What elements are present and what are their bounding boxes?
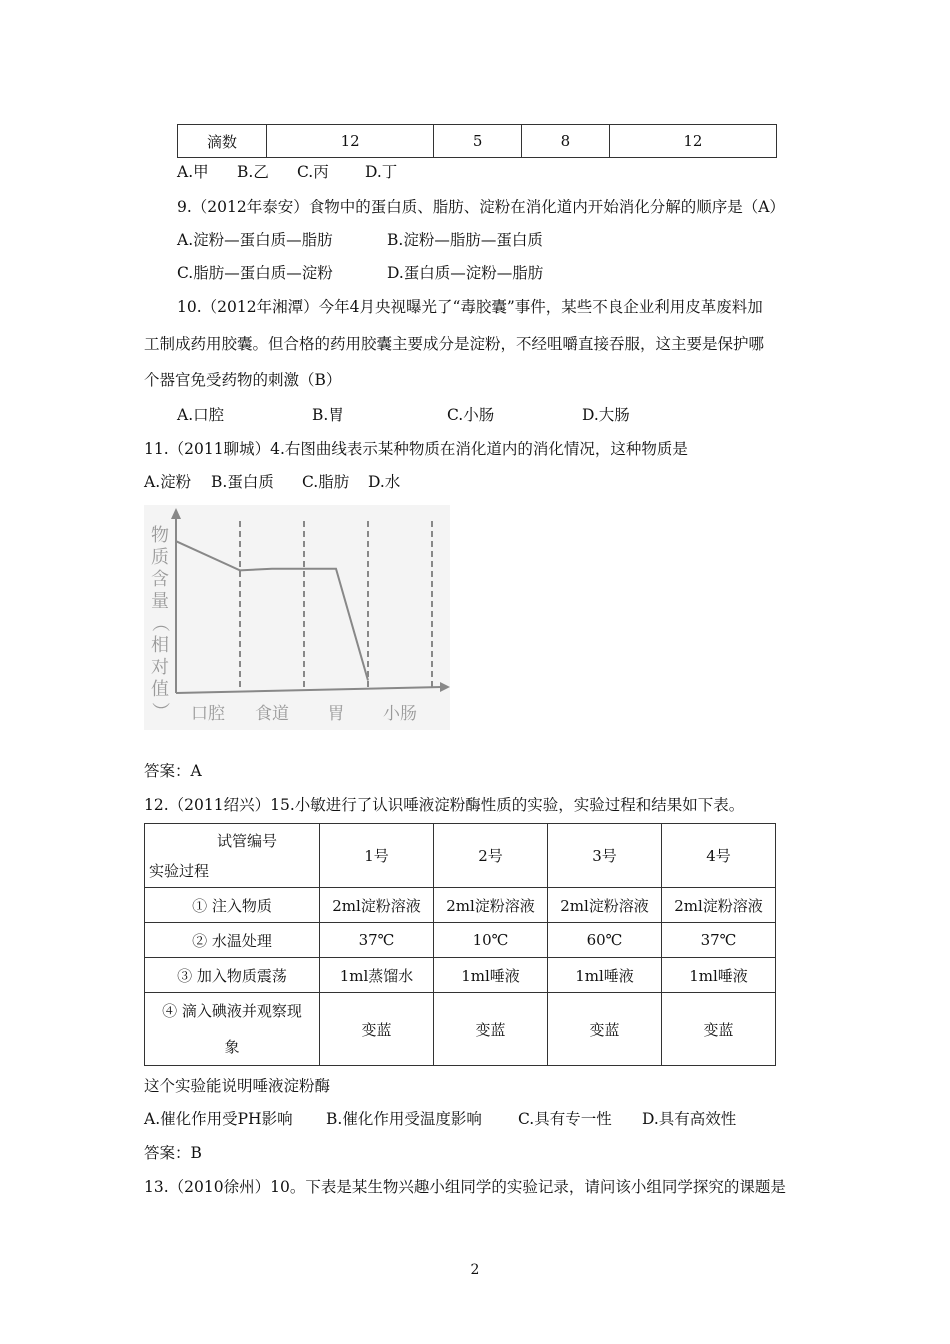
- option: B.淀粉—脂肪—蛋白质: [387, 231, 543, 249]
- option: A.甲: [177, 163, 209, 181]
- option: A.淀粉: [144, 473, 192, 491]
- q12-answer: 答案：B: [144, 1144, 202, 1162]
- series-line: [176, 541, 368, 680]
- q10-line2: 工制成药用胶囊。但合格的药用胶囊主要成分是淀粉，不经咀嚼直接吞服，这主要是保护哪: [144, 335, 765, 353]
- option: B.催化作用受温度影响: [326, 1110, 482, 1128]
- option: B.蛋白质: [211, 473, 274, 491]
- table-cell: 变蓝: [662, 993, 776, 1066]
- table-row: [145, 824, 776, 888]
- table-row: [178, 125, 777, 158]
- row-label: ④ 滴入碘液并观察现象: [145, 993, 320, 1066]
- column-header: 2号: [434, 824, 548, 888]
- table-cell: 1ml蒸馏水: [320, 958, 434, 993]
- option: D.蛋白质—淀粉—脂肪: [387, 264, 544, 282]
- x-axis: [176, 687, 442, 693]
- digestion-chart: [144, 505, 450, 730]
- table-cell: 60℃: [548, 923, 662, 958]
- q8-options: [177, 161, 397, 183]
- q10-line3: 个器官免受药物的刺激（B）: [144, 371, 342, 389]
- q11-stem: 11.（2011聊城）4.右图曲线表示某种物质在消化道内的消化情况，这种物质是: [144, 440, 688, 458]
- table-cell: 5: [434, 125, 522, 158]
- q9-options-row1: [177, 229, 543, 251]
- option: C.脂肪: [302, 473, 350, 491]
- y-label-char: 值: [151, 679, 169, 700]
- y-label-char: 含: [151, 569, 169, 590]
- option: B.乙: [237, 163, 269, 181]
- drops-table: [177, 124, 777, 158]
- q12-conclusion: 这个实验能说明唾液淀粉酶: [144, 1077, 331, 1095]
- table-cell: 2ml淀粉溶液: [662, 888, 776, 923]
- page-number: 2: [470, 1262, 480, 1278]
- option: C.具有专一性: [518, 1110, 612, 1128]
- table-cell: 2ml淀粉溶液: [434, 888, 548, 923]
- y-label-char: 量: [151, 591, 169, 612]
- q13-stem: 13.（2010徐州）10。下表是某生物兴趣小组同学的实验记录，请问该小组同学探究的课题是: [144, 1178, 786, 1196]
- table-row: [145, 923, 776, 958]
- table-cell: 37℃: [662, 923, 776, 958]
- table-row: [145, 993, 776, 1066]
- row-label: 滴数: [178, 125, 267, 158]
- table-cell: 12: [609, 125, 776, 158]
- x-tick-label: 食道: [255, 704, 289, 724]
- q10-options: [177, 404, 630, 426]
- x-tick-label: 胃: [327, 704, 345, 724]
- table-cell: 2ml淀粉溶液: [548, 888, 662, 923]
- table-cell: 12: [267, 125, 434, 158]
- option: D.丁: [365, 163, 398, 181]
- option: C.小肠: [447, 406, 495, 424]
- table-cell: 1ml唾液: [548, 958, 662, 993]
- row-label: ③ 加入物质震荡: [145, 958, 320, 993]
- table-row: [145, 888, 776, 923]
- option: A.催化作用受PH影响: [144, 1110, 293, 1128]
- y-label-char: 物: [151, 525, 169, 546]
- header-cell: [145, 824, 320, 888]
- table-cell: 1ml唾液: [434, 958, 548, 993]
- q10-line1: 10.（2012年湘潭）今年4月央视曝光了“毒胶囊”事件，某些不良企业利用皮革废料加: [177, 298, 763, 316]
- column-header: 1号: [320, 824, 434, 888]
- x-tick-label: 口腔: [191, 704, 225, 724]
- option: D.具有高效性: [642, 1110, 737, 1128]
- option: C.脂肪—蛋白质—淀粉: [177, 264, 333, 282]
- option: A.淀粉—蛋白质—脂肪: [177, 231, 333, 249]
- option: A.口腔: [177, 406, 225, 424]
- option: C.丙: [297, 163, 329, 181]
- y-label-char: 对: [151, 657, 169, 678]
- y-label-char: ）: [149, 702, 170, 720]
- q12-options: [144, 1108, 736, 1130]
- table-cell: 8: [521, 125, 609, 158]
- y-label-char: （: [149, 614, 170, 632]
- option: B.胃: [312, 406, 344, 424]
- row-label: ② 水温处理: [145, 923, 320, 958]
- option: D.大肠: [582, 406, 630, 424]
- table-cell: 变蓝: [434, 993, 548, 1066]
- column-header: 3号: [548, 824, 662, 888]
- y-axis-label: [149, 525, 170, 720]
- option: D.水: [368, 473, 401, 491]
- x-axis-arrow: [440, 682, 450, 692]
- table-cell: 10℃: [434, 923, 548, 958]
- q12-stem: 12.（2011绍兴）15.小敏进行了认识唾液淀粉酶性质的实验，实验过程和结果如下表。: [144, 796, 745, 814]
- y-label-char: 质: [151, 547, 169, 568]
- table-cell: 变蓝: [320, 993, 434, 1066]
- column-header: 4号: [662, 824, 776, 888]
- chart-svg: [144, 505, 450, 730]
- experiment-table: [144, 823, 776, 1066]
- y-axis-arrow: [171, 508, 181, 519]
- q9-stem: 9.（2012年泰安）食物中的蛋白质、脂肪、淀粉在消化道内开始消化分解的顺序是（A）: [177, 198, 785, 216]
- table-cell: 变蓝: [548, 993, 662, 1066]
- q11-options: [144, 471, 400, 493]
- y-label-char: 相: [151, 635, 169, 656]
- region-dividers: [240, 521, 432, 689]
- header-bottom: 实验过程: [149, 861, 210, 880]
- x-tick-label: 小肠: [383, 704, 417, 724]
- table-cell: 37℃: [320, 923, 434, 958]
- q9-options-row2: [177, 262, 543, 284]
- row-label: ① 注入物质: [145, 888, 320, 923]
- table-cell: 2ml淀粉溶液: [320, 888, 434, 923]
- q11-answer: 答案：A: [144, 762, 202, 780]
- x-tick-labels: [191, 704, 417, 724]
- table-cell: 1ml唾液: [662, 958, 776, 993]
- table-row: [145, 958, 776, 993]
- header-top: 试管编号: [216, 831, 277, 850]
